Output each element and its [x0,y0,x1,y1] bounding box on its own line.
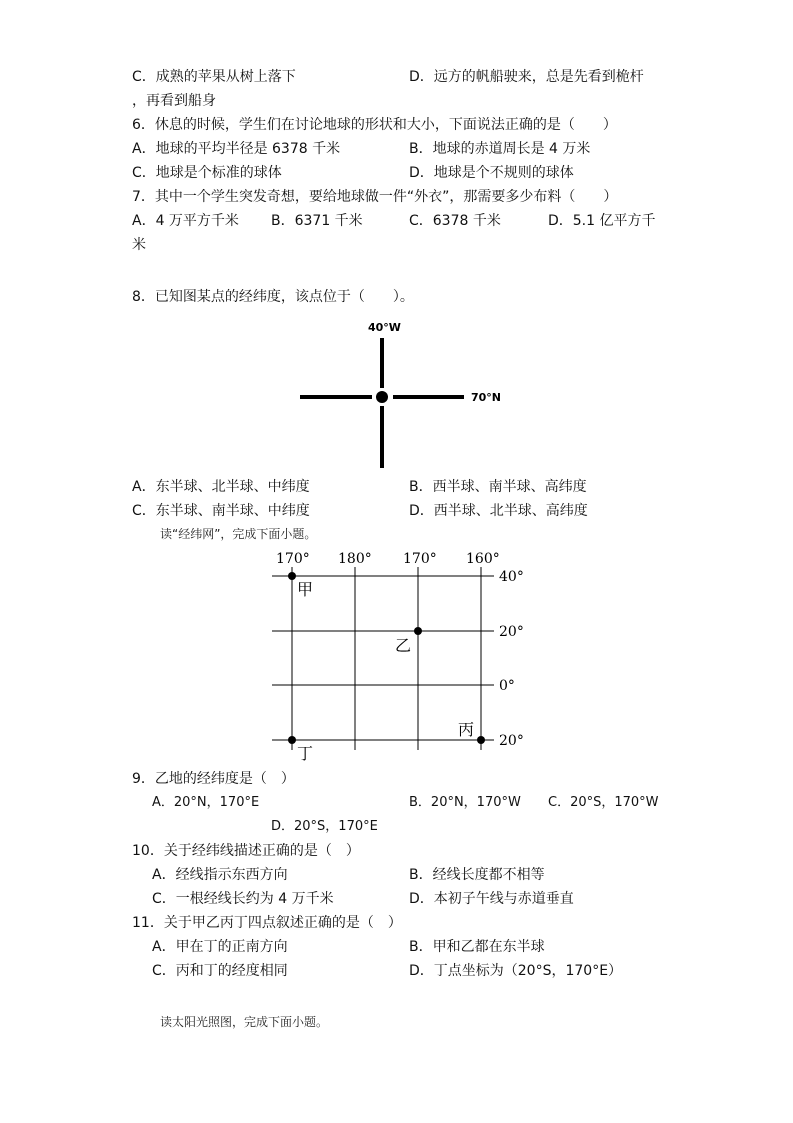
point-bing-label: 丙 [458,720,475,739]
q9-stem: 9．乙地的经纬度是（ ） [132,771,295,787]
q8-crosshair-figure [290,316,530,474]
q7-option-a: A．4 万平方千米 [132,213,239,229]
q8-stem: 8．已知图某点的经纬度，该点位于（ ）。 [132,289,414,305]
q7-option-b: B．6371 千米 [271,213,363,229]
point-ding-label: 丁 [297,744,314,763]
q11-option-b: B．甲和乙都在东半球 [409,939,545,955]
q7-option-d-line2: 米 [132,237,146,253]
lat-label-1: 40° [499,569,524,585]
q10-option-b: B．经线长度都不相等 [409,867,545,883]
q11-stem: 11．关于甲乙丙丁四点叙述正确的是（ ） [132,915,402,931]
q8-latitude-label: 70°N [471,391,502,404]
q7-option-d-line1: D．5.1 亿平方千 [548,213,656,229]
lon-label-2: 180° [338,551,372,567]
q6-option-c: C．地球是个标准的球体 [132,165,282,181]
grid-intro-text: 读“经纬网”，完成下面小题。 [160,527,317,541]
lat-label-4: 20° [499,733,524,749]
point-bing-marker [477,736,485,744]
point-jia-label: 甲 [297,580,314,599]
q8-option-b: B．西半球、南半球、高纬度 [409,479,587,495]
q8-option-a: A．东半球、北半球、中纬度 [132,479,310,495]
q11-option-a: A．甲在丁的正南方向 [152,939,288,955]
q10-option-c: C．一根经线长约为 4 万千米 [152,891,334,907]
q10-stem: 10．关于经纬线描述正确的是（ ） [132,843,360,859]
point-jia-marker [288,572,296,580]
lon-label-3: 170° [403,551,437,567]
q9-option-c: C．20°S，170°W [548,795,659,810]
q5-option-d-line2: ，再看到船身 [132,93,216,109]
q6-option-b: B．地球的赤道周长是 4 万米 [409,141,591,157]
q5-option-d-line1: D．远方的帆船驶来，总是先看到桅杆 [409,69,644,85]
q9-option-a: A．20°N，170°E [152,795,260,810]
q11-option-c: C．丙和丁的经度相同 [152,963,288,979]
sun-intro-text: 读太阳光照图，完成下面小题。 [160,1015,329,1029]
q5-option-c: C．成熟的苹果从树上落下 [132,69,296,85]
q7-option-c: C．6378 千米 [409,213,501,229]
q7-stem: 7．其中一个学生突发奇想，要给地球做一件“外衣”，那需要多少布料（ ） [132,189,618,205]
point-yi-marker [414,627,422,635]
q8-option-d: D．西半球、北半球、高纬度 [409,503,588,519]
q6-option-a: A．地球的平均半径是 6378 千米 [132,141,341,157]
q10-option-d: D．本初子午线与赤道垂直 [409,891,574,907]
q9-option-b: B．20°N，170°W [409,795,521,810]
q11-option-d: D．丁点坐标为（20°S，170°E） [409,963,623,979]
q10-option-a: A．经线指示东西方向 [152,867,288,883]
lat-lon-grid-figure [270,545,530,770]
q6-option-d: D．地球是个不规则的球体 [409,165,574,181]
q6-stem: 6．休息的时候，学生们在讨论地球的形状和大小，下面说法正确的是（ ） [132,117,617,133]
lat-label-2: 20° [499,624,524,640]
q8-longitude-label: 40°W [368,321,401,334]
point-yi-label: 乙 [395,636,412,655]
lon-label-4: 160° [466,551,500,567]
crosshair-center-point [376,391,388,403]
q8-option-c: C．东半球、南半球、中纬度 [132,503,310,519]
q9-option-d: D．20°S，170°E [271,819,378,834]
point-ding-marker [288,736,296,744]
lat-label-3: 0° [499,678,515,694]
lon-label-1: 170° [276,551,310,567]
